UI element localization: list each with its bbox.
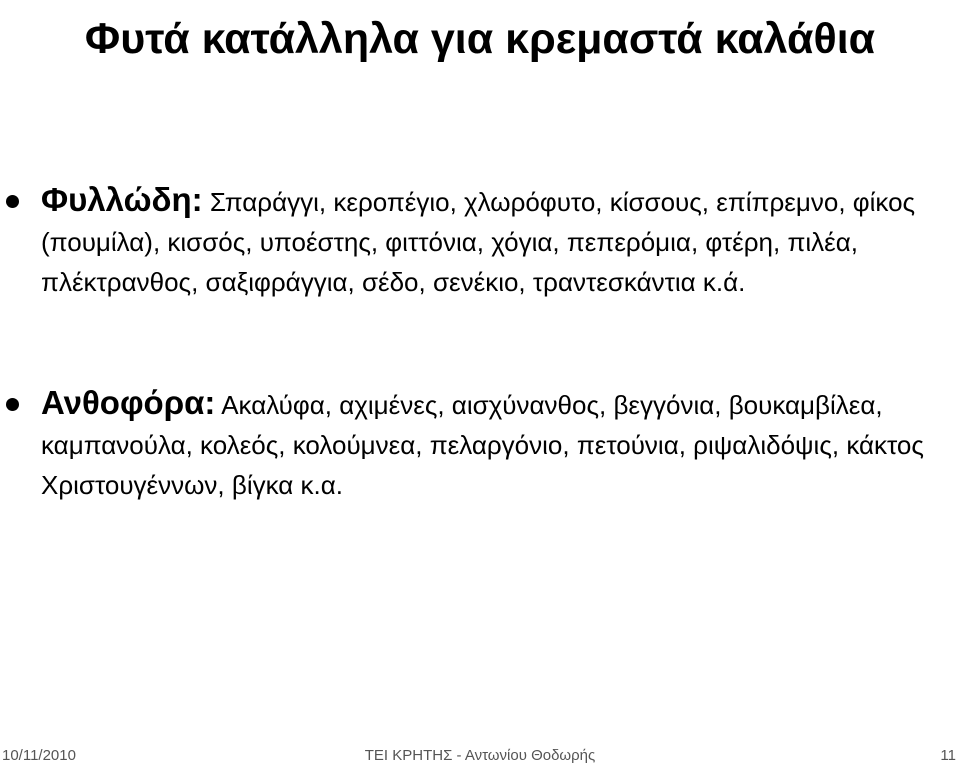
slide-title: Φυτά κατάλληλα για κρεμαστά καλάθια bbox=[84, 15, 876, 63]
footer-date: 10/11/2010 bbox=[2, 747, 76, 764]
bullet-list bbox=[0, 180, 960, 505]
slide-footer bbox=[0, 744, 960, 768]
bullet-heading: Φυλλώδη: bbox=[41, 181, 203, 218]
footer-page-number: 11 bbox=[940, 747, 956, 764]
bullet-item-foliage bbox=[0, 180, 960, 302]
footer-author: ΤΕΙ ΚΡΗΤΗΣ - Αντωνίου Θοδωρής bbox=[364, 747, 596, 764]
bullet-heading: Ανθοφόρα: bbox=[41, 384, 216, 421]
bullet-dot-icon bbox=[6, 195, 19, 208]
bullet-text: Ακαλύφα, αχιμένες, αισχύνανθος, βεγγόνια, βουκαμβίλεα, καμπανούλα, κολεός, κολούμνεα, πελαργόνιο, πετούνια, ριψαλιδόψις, κάκτος Χριστουγέννων, βίγκα κ.α. bbox=[41, 390, 924, 500]
bullet-item-flowering bbox=[0, 383, 960, 505]
bullet-dot-icon bbox=[6, 398, 19, 411]
bullet-text: Σπαράγγι, κεροπέγιο, χλωρόφυτο, κίσσους, επίπρεμνο, φίκος (πουμίλα), κισσός, υποέστης, φιττόνια, χόγια, πεπερόμια, φτέρη, πιλέα, πλέκτρανθος, σαξιφράγγια, σέδο, σενέκιο, τραντεσκάντια κ.ά. bbox=[41, 187, 916, 297]
